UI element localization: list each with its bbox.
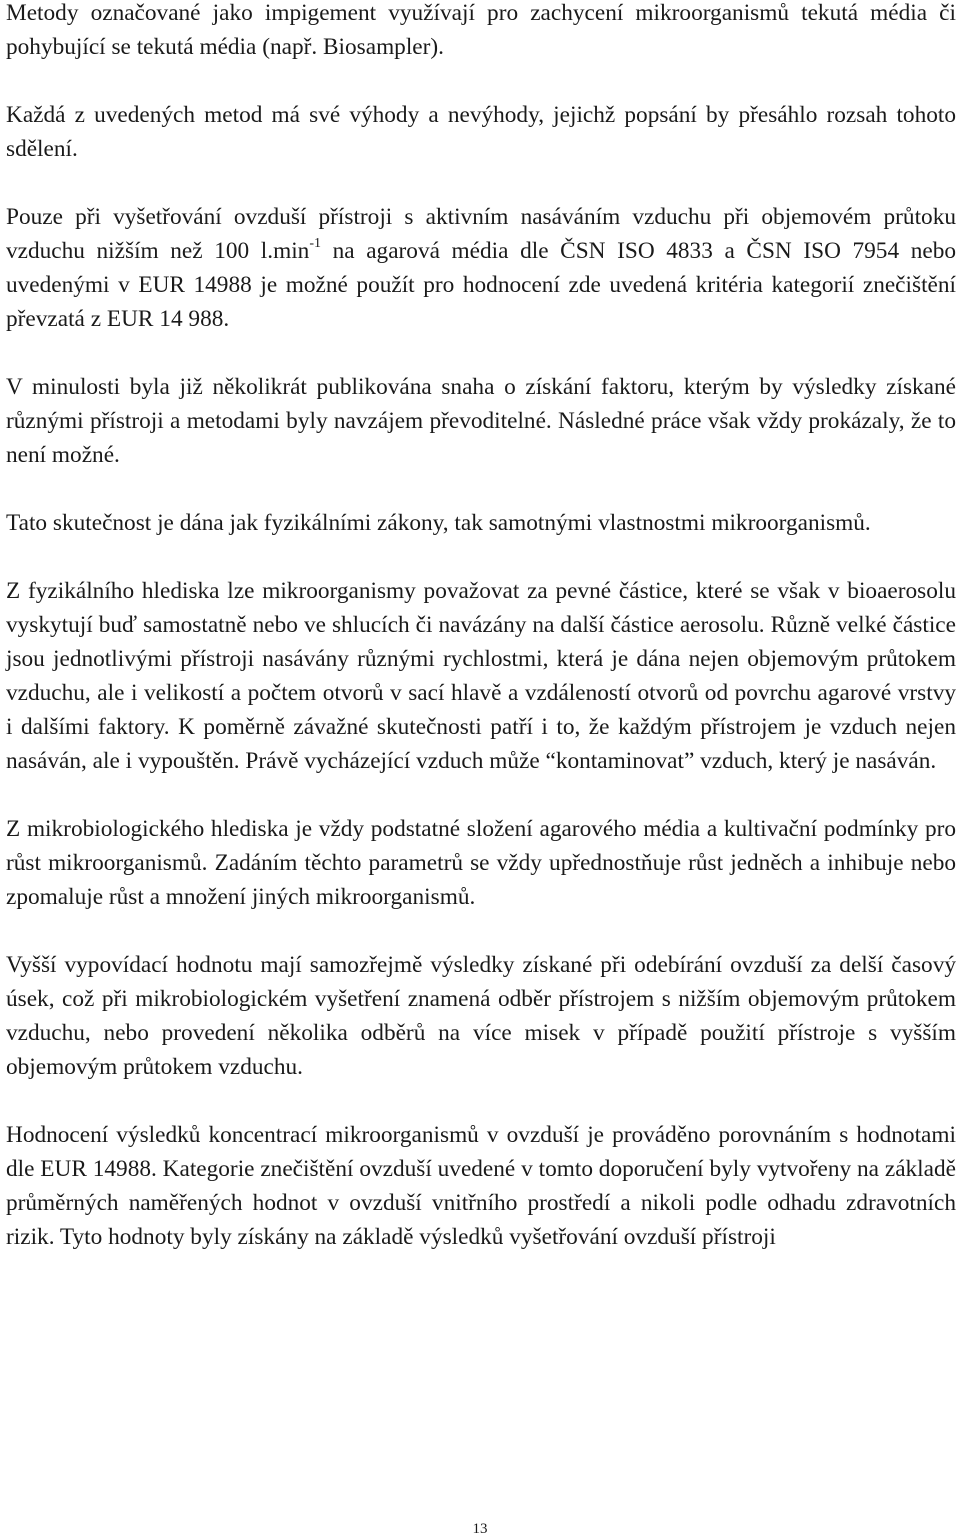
- page-number: 13: [472, 1521, 488, 1537]
- paragraph-methods-advantages: Každá z uvedených metod má své výhody a nevýhody, jejichž popsání by přesáhlo rozsah tohoto sdělení.: [6, 102, 956, 162]
- paragraph-evaluation: Hodnocení výsledků koncentrací mikroorganismů v ovzduší je prováděno porovnáním s hodnotami dle EUR 14988. Kategorie znečištění ovzduší uvedené v tomto doporučení byly vytvořeny na základě průměrných naměřených hodnot v ovzduší vnitřního prostředí a nikoli podle odhadu zdravotních rizik. Tyto hodnoty byly získány na základě výsledků vyšetřování ovzduší přístroji: [6, 1122, 956, 1250]
- paragraph-air-sampling-text-1: Pouze při vyšetřování ovzduší přístroji s aktivním nasáváním vzduchu při objemovém průtoku vzduchu nižším než 100 l.min: [6, 204, 956, 264]
- paragraph-physical-perspective: Z fyzikálního hlediska lze mikroorganismy považovat za pevné částice, které se však v bioaerosolu vyskytují buď samostatně nebo ve shlucích či navázány na další částice aerosolu. Různě velké částice jsou jednotlivými přístroji nasávány různými rychlostmi, která je dána nejen objemovým průtokem vzduchu, ale i velikostí a počtem otvorů v sací hlavě a vzdáleností otvorů od povrchu agarové vrstvy i dalšími faktory. K poměrně závažné skutečnosti patří i to, že každým přístrojem je vzduch nejen nasáván, ale i vypouštěn. Právě vycházející vzduch může “kontaminovat” vzduch, který je nasáván.: [6, 578, 956, 774]
- paragraph-impingement: Metody označované jako impigement využívají pro zachycení mikroorganismů tekutá média či pohybující se tekutá média (např. Biosampler).: [6, 0, 956, 60]
- unit-exponent: -1: [309, 236, 321, 252]
- document-page: [6, 0, 956, 1288]
- paragraph-air-sampling-text-2: na agarová média dle ČSN ISO 4833 a ČSN ISO 7954 nebo uvedenými v EUR 14988 je možné použít pro hodnocení zde uvedená kritéria kategorií znečištění převzatá z EUR 14 988.: [6, 238, 956, 332]
- paragraph-conversion-factor: V minulosti byla již několikrát publikována snaha o získání faktoru, kterým by výsledky získané různými přístroji a metodami byly navzájem převoditelné. Následné práce však vždy prokázaly, že to není možné.: [6, 374, 956, 468]
- paragraph-longer-sampling: Vyšší vypovídací hodnotu mají samozřejmě výsledky získané při odebírání ovzduší za delší časový úsek, což při mikrobiologickém vyšetření znamená odběr přístrojem s nižším objemovým průtokem vzduchu, nebo provedení několika odběrů na více misek v případě použití přístroje s vyšším objemovým průtokem vzduchu.: [6, 952, 956, 1080]
- paragraph-physical-laws: Tato skutečnost je dána jak fyzikálními zákony, tak samotnými vlastnostmi mikroorganismů.: [6, 510, 871, 536]
- paragraph-air-sampling-criteria: [6, 200, 956, 336]
- paragraph-microbiological-perspective: Z mikrobiologického hlediska je vždy podstatné složení agarového média a kultivační podmínky pro růst mikroorganismů. Zadáním těchto parametrů se vždy upřednostňuje růst jedněch a inhibuje nebo zpomaluje růst a množení jiných mikroorganismů.: [6, 816, 956, 910]
